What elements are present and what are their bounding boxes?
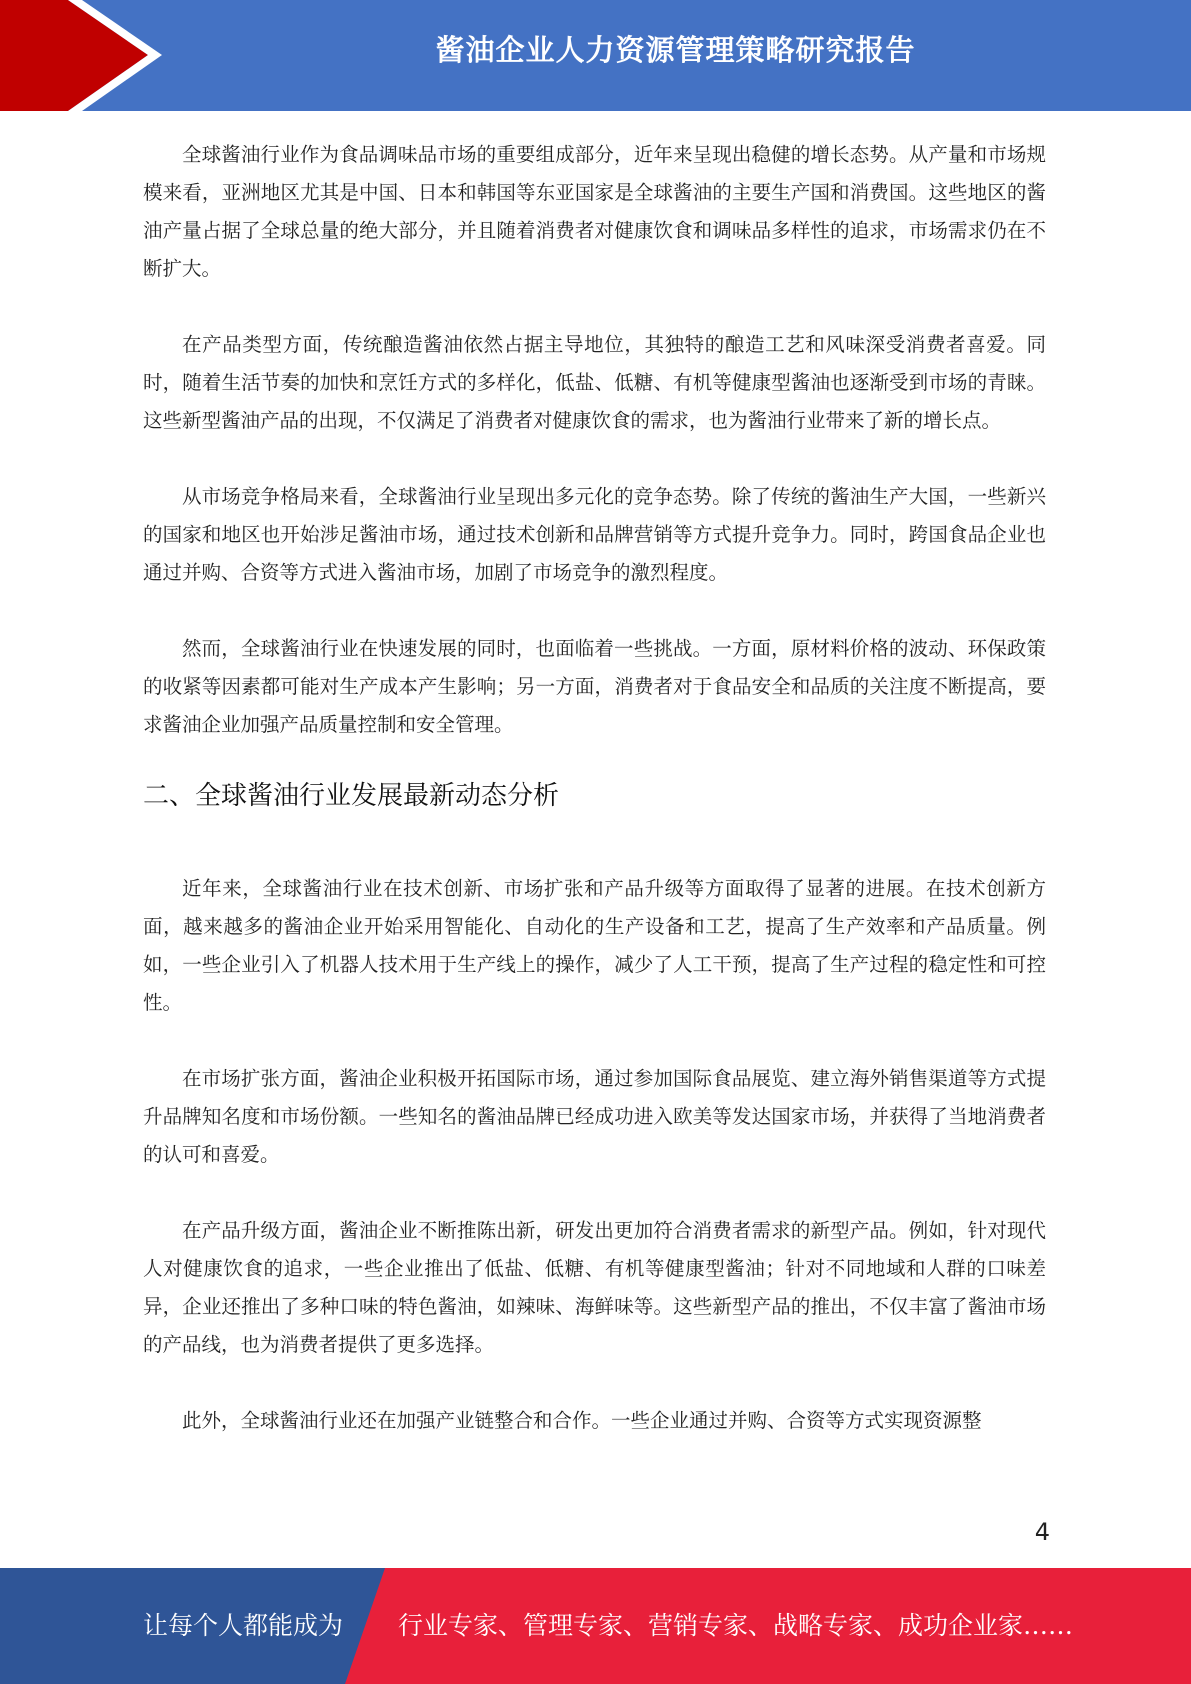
report-title: 酱油企业人力资源管理策略研究报告 — [435, 33, 916, 67]
document-body — [143, 136, 1046, 1440]
paragraph: 在产品类型方面，传统酿造酱油依然占据主导地位，其独特的酿造工艺和风味深受消费者喜爱。同时，随着生活节奏的加快和烹饪方式的多样化，低盐、低糖、有机等健康型酱油也逐渐受到市场的青睐。这些新型酱油产品的出现，不仅满足了消费者对健康饮食的需求，也为酱油行业带来了新的增长点。 — [143, 333, 1046, 432]
paragraph: 然而，全球酱油行业在快速发展的同时，也面临着一些挑战。一方面，原材料价格的波动、环保政策的收紧等因素都可能对生产成本产生影响；另一方面，消费者对于食品安全和品质的关注度不断提高，要求酱油企业加强产品质量控制和安全管理。 — [143, 637, 1046, 736]
paragraph: 全球酱油行业作为食品调味品市场的重要组成部分，近年来呈现出稳健的增长态势。从产量和市场规模来看，亚洲地区尤其是中国、日本和韩国等东亚国家是全球酱油的主要生产国和消费国。这些地区的酱油产量占据了全球总量的绝大部分，并且随着消费者对健康饮食和调味品多样性的追求，市场需求仍在不断扩大。 — [143, 143, 1046, 280]
paragraph: 此外，全球酱油行业还在加强产业链整合和合作。一些企业通过并购、合资等方式实现资源整 — [182, 1409, 982, 1432]
paragraph: 在产品升级方面，酱油企业不断推陈出新，研发出更加符合消费者需求的新型产品。例如，针对现代人对健康饮食的追求，一些企业推出了低盐、低糖、有机等健康型酱油；针对不同地域和人群的口味差异，企业还推出了多种口味的特色酱油，如辣味、海鲜味等。这些新型产品的推出，不仅丰富了酱油市场的产品线，也为消费者提供了更多选择。 — [143, 1219, 1046, 1356]
header-red-arrow — [0, 0, 148, 111]
paragraph: 近年来，全球酱油行业在技术创新、市场扩张和产品升级等方面取得了显著的进展。在技术创新方面，越来越多的酱油企业开始采用智能化、自动化的生产设备和工艺，提高了生产效率和产品质量。例如，一些企业引入了机器人技术用于生产线上的操作，减少了人工干预，提高了生产过程的稳定性和可控性。 — [143, 877, 1046, 1014]
page-header — [0, 0, 1191, 111]
paragraph: 在市场扩张方面，酱油企业积极开拓国际市场，通过参加国际食品展览、建立海外销售渠道等方式提升品牌知名度和市场份额。一些知名的酱油品牌已经成功进入欧美等发达国家市场，并获得了当地消费者的认可和喜爱。 — [143, 1067, 1046, 1166]
section-heading: 二、全球酱油行业发展最新动态分析 — [143, 781, 560, 811]
page-number: 4 — [1034, 1518, 1050, 1546]
page-footer — [0, 1568, 1191, 1684]
paragraph: 从市场竞争格局来看，全球酱油行业呈现出多元化的竞争态势。除了传统的酱油生产大国，一些新兴的国家和地区也开始涉足酱油市场，通过技术创新和品牌营销等方式提升竞争力。同时，跨国食品企业也通过并购、合资等方式进入酱油市场，加剧了市场竞争的激烈程度。 — [143, 485, 1046, 584]
footer-slogan-left: 让每个人都能成为 — [143, 1611, 344, 1640]
footer-slogan-right: 行业专家、管理专家、营销专家、战略专家、成功企业家…… — [398, 1611, 1074, 1640]
